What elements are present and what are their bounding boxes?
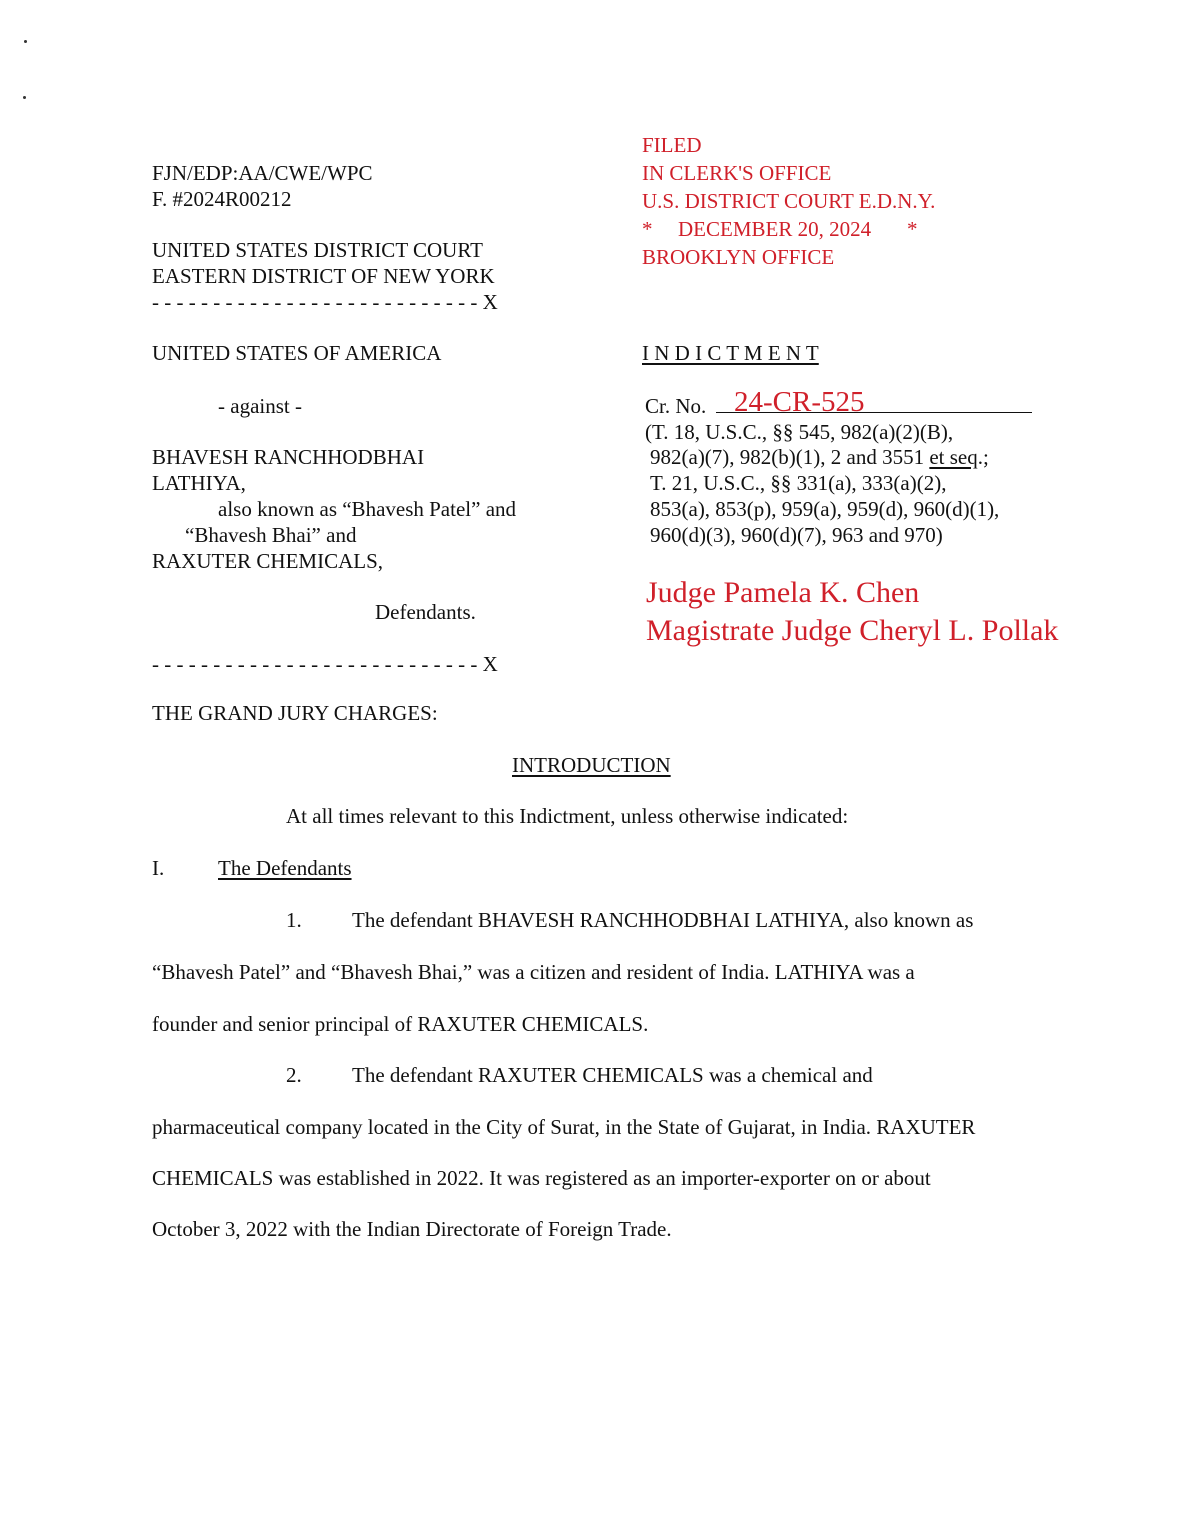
- defendant-company: RAXUTER CHEMICALS,: [152, 549, 384, 573]
- defendant-alias-line1: also known as “Bhavesh Patel” and: [218, 497, 517, 521]
- file-code: FJN/EDP:AA/CWE/WPC: [152, 161, 373, 185]
- paragraph-1-line2: “Bhavesh Patel” and “Bhavesh Bhai,” was a citizen and resident of India. LATHIYA was a: [152, 960, 915, 984]
- court-name-line2: EASTERN DISTRICT OF NEW YORK: [152, 264, 495, 288]
- paragraph-2-line3: CHEMICALS was established in 2022. It was registered as an importer-exporter on or about: [152, 1166, 931, 1190]
- paragraph-2-number: 2.: [286, 1063, 302, 1087]
- magistrate-judge: Magistrate Judge Cheryl L. Pollak: [646, 614, 1059, 647]
- stamp-court: U.S. DISTRICT COURT E.D.N.Y.: [642, 189, 936, 213]
- plaintiff: UNITED STATES OF AMERICA: [152, 341, 442, 365]
- court-name-line1: UNITED STATES DISTRICT COURT: [152, 238, 483, 262]
- caption-separator-top: - - - - - - - - - - - - - - - - - - - - - - - - - - - X: [152, 290, 498, 314]
- introduction-heading: INTRODUCTION: [512, 753, 671, 777]
- statute-line2-end: .;: [977, 445, 989, 469]
- stamp-clerks-office: IN CLERK'S OFFICE: [642, 161, 832, 185]
- stamp-filed: FILED: [642, 133, 702, 157]
- paragraph-1-number: 1.: [286, 908, 302, 932]
- file-number: F. #2024R00212: [152, 187, 292, 211]
- statute-line2: [650, 444, 989, 470]
- defendant-alias-line2: “Bhavesh Bhai” and: [185, 523, 357, 547]
- indictment-title: I N D I C T M E N T: [642, 341, 819, 365]
- paragraph-2-line2: pharmaceutical company located in the City of Surat, in the State of Gujarat, in India. RAXUTER: [152, 1115, 976, 1139]
- defendant-name-line2: LATHIYA,: [152, 471, 246, 495]
- statute-line3: T. 21, U.S.C., §§ 331(a), 333(a)(2),: [650, 471, 947, 495]
- statute-line4: 853(a), 853(p), 959(a), 959(d), 960(d)(1),: [650, 497, 1000, 521]
- stamp-star-right: *: [907, 217, 918, 241]
- stamp-star-left: *: [642, 217, 653, 241]
- statute-line1: (T. 18, U.S.C., §§ 545, 982(a)(2)(B),: [645, 420, 954, 444]
- defendant-name-line1: BHAVESH RANCHHODBHAI: [152, 445, 425, 469]
- paragraph-1-line1: The defendant BHAVESH RANCHHODBHAI LATHIYA, also known as: [352, 908, 974, 932]
- against: - against -: [218, 394, 302, 418]
- cr-label: Cr. No.: [645, 394, 707, 418]
- statute-line5: 960(d)(3), 960(d)(7), 963 and 970): [650, 523, 943, 547]
- cr-number: 24-CR-525: [734, 386, 865, 418]
- scan-mark: [24, 40, 27, 43]
- statute-line2-text: 982(a)(7), 982(b)(1), 2 and 3551: [650, 445, 930, 469]
- section-number: I.: [152, 856, 165, 880]
- stamp-date: DECEMBER 20, 2024: [678, 217, 872, 241]
- section-title: The Defendants: [218, 856, 352, 880]
- paragraph-2-line4: October 3, 2022 with the Indian Directorate of Foreign Trade.: [152, 1217, 672, 1241]
- introduction-text: At all times relevant to this Indictment, unless otherwise indicated:: [286, 804, 849, 828]
- scan-mark: [23, 96, 26, 99]
- grand-jury-charges: THE GRAND JURY CHARGES:: [152, 701, 438, 725]
- caption-separator-bottom: - - - - - - - - - - - - - - - - - - - - - - - - - - - X: [152, 652, 498, 676]
- assigned-judge: Judge Pamela K. Chen: [646, 576, 920, 609]
- paragraph-2-line1: The defendant RAXUTER CHEMICALS was a chemical and: [352, 1063, 873, 1087]
- et-seq: et seq: [929, 445, 978, 469]
- stamp-office: BROOKLYN OFFICE: [642, 245, 835, 269]
- paragraph-1-line3: founder and senior principal of RAXUTER CHEMICALS.: [152, 1012, 649, 1036]
- defendants-label: Defendants.: [375, 600, 476, 624]
